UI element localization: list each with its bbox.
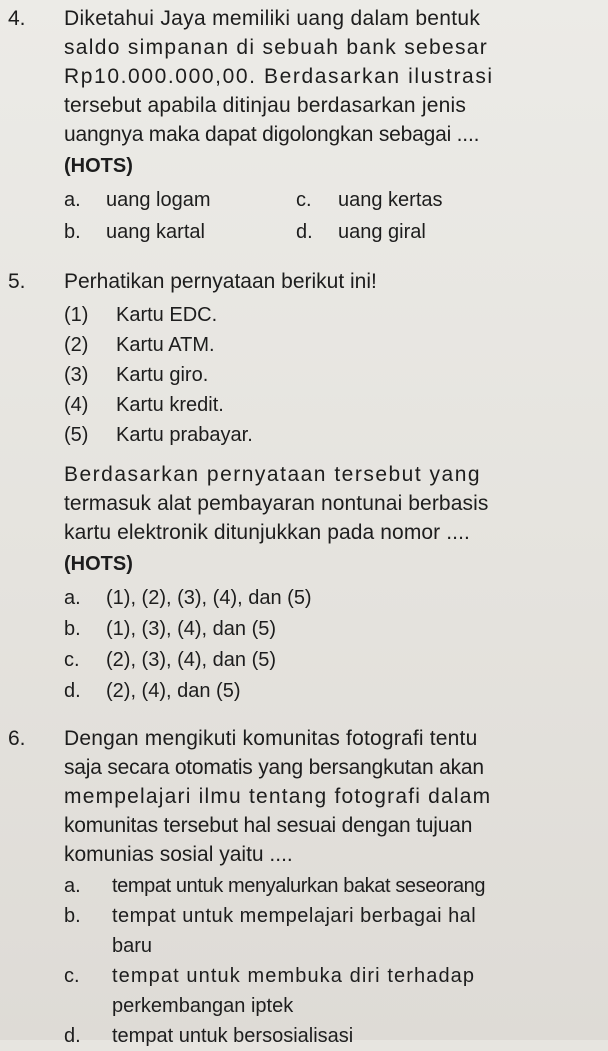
statement-number: (4) xyxy=(64,394,89,416)
option-c[interactable] xyxy=(64,961,594,1021)
option-c[interactable] xyxy=(296,185,556,215)
question-line: saldo simpanan di sebuah bank sebesar xyxy=(64,36,489,59)
option-letter: b. xyxy=(64,905,81,927)
statement-item xyxy=(64,390,594,420)
option-text: uang logam xyxy=(106,189,211,211)
answer-options xyxy=(64,185,594,247)
statement-number: (1) xyxy=(64,304,89,326)
option-a[interactable] xyxy=(64,583,594,613)
option-text: (2), (4), dan (5) xyxy=(106,680,241,702)
statement-text: Kartu ATM. xyxy=(116,334,215,356)
question-number: 5. xyxy=(8,270,26,293)
option-text: (1), (3), (4), dan (5) xyxy=(106,618,277,640)
option-text: uang giral xyxy=(338,221,426,243)
statement-text: Kartu EDC. xyxy=(116,304,218,326)
question-line: Diketahui Jaya memiliki uang dalam bentuk xyxy=(64,7,481,30)
option-letter: c. xyxy=(296,189,312,211)
option-text: uang kartal xyxy=(106,221,205,243)
question-line: mempelajari ilmu tentang fotografi dalam xyxy=(64,785,492,808)
question-5 xyxy=(8,267,594,706)
statement-text: Kartu prabayar. xyxy=(116,424,253,446)
statement-number: (3) xyxy=(64,364,89,386)
option-letter: c. xyxy=(64,649,80,671)
question-line: komunitas tersebut hal sesuai dengan tujuan xyxy=(64,814,473,837)
statement-item xyxy=(64,300,594,330)
hots-tag: (HOTS) xyxy=(64,155,133,177)
option-text xyxy=(112,901,594,961)
question-4 xyxy=(8,4,594,247)
statement-text: Kartu kredit. xyxy=(116,394,224,416)
statement-list xyxy=(8,300,594,450)
option-letter: b. xyxy=(64,618,81,640)
option-text: tempat untuk menyalurkan bakat seseorang xyxy=(112,875,486,897)
statement-number: (2) xyxy=(64,334,89,356)
answer-options xyxy=(8,871,594,1051)
option-c[interactable] xyxy=(64,645,594,675)
question-6 xyxy=(8,724,594,1051)
option-text xyxy=(112,961,594,1021)
option-d[interactable] xyxy=(64,1021,594,1051)
question-line: saja secara otomatis yang bersangkutan akan xyxy=(64,756,484,779)
question-line: Berdasarkan pernyataan tersebut yang xyxy=(64,463,482,486)
question-intro: Perhatikan pernyataan berikut ini! xyxy=(64,270,377,293)
option-letter: a. xyxy=(64,189,81,211)
question-text xyxy=(8,460,594,547)
option-text-line: perkembangan iptek xyxy=(112,995,294,1017)
question-line: tersebut apabila ditinjau berdasarkan jenis xyxy=(64,94,467,117)
question-number: 6. xyxy=(8,727,26,750)
option-text-line: tempat untuk membuka diri terhadap xyxy=(112,965,476,987)
option-a[interactable] xyxy=(64,185,296,215)
question-line: uangnya maka dapat digolongkan sebagai .... xyxy=(64,123,480,146)
option-b[interactable] xyxy=(64,217,296,247)
option-b[interactable] xyxy=(64,901,594,961)
question-line: Rp10.000.000,00. Berdasarkan ilustrasi xyxy=(64,65,494,88)
question-text xyxy=(64,724,491,869)
option-text: (2), (3), (4), dan (5) xyxy=(106,649,277,671)
statement-item xyxy=(64,360,594,390)
option-d[interactable] xyxy=(64,676,594,706)
question-line: termasuk alat pembayaran nontunai berbasis xyxy=(64,492,489,515)
option-letter: d. xyxy=(64,1025,81,1047)
option-a[interactable] xyxy=(64,871,594,901)
statement-text: Kartu giro. xyxy=(116,364,209,386)
option-text: tempat untuk bersosialisasi xyxy=(112,1025,354,1047)
option-letter: d. xyxy=(296,221,313,243)
option-letter: b. xyxy=(64,221,81,243)
option-text: (1), (2), (3), (4), dan (5) xyxy=(106,587,312,609)
option-d[interactable] xyxy=(296,217,556,247)
answer-options xyxy=(64,583,594,706)
option-letter: c. xyxy=(64,965,80,987)
question-line: Dengan mengikuti komunitas fotografi tentu xyxy=(64,727,478,750)
option-text: uang kertas xyxy=(338,189,443,211)
question-line: kartu elektronik ditunjukkan pada nomor .... xyxy=(64,521,470,544)
option-letter: a. xyxy=(64,875,81,897)
question-text xyxy=(64,4,494,149)
question-number: 4. xyxy=(8,7,26,30)
option-letter: a. xyxy=(64,587,81,609)
hots-tag: (HOTS) xyxy=(64,553,133,575)
option-text-line: tempat untuk mempelajari berbagai hal xyxy=(112,905,477,927)
statement-number: (5) xyxy=(64,424,89,446)
option-text-line: baru xyxy=(112,935,153,957)
option-letter: d. xyxy=(64,680,81,702)
question-line: komunias sosial yaitu .... xyxy=(64,843,293,866)
statement-item xyxy=(64,330,594,360)
statement-item xyxy=(64,420,594,450)
option-b[interactable] xyxy=(64,614,594,644)
